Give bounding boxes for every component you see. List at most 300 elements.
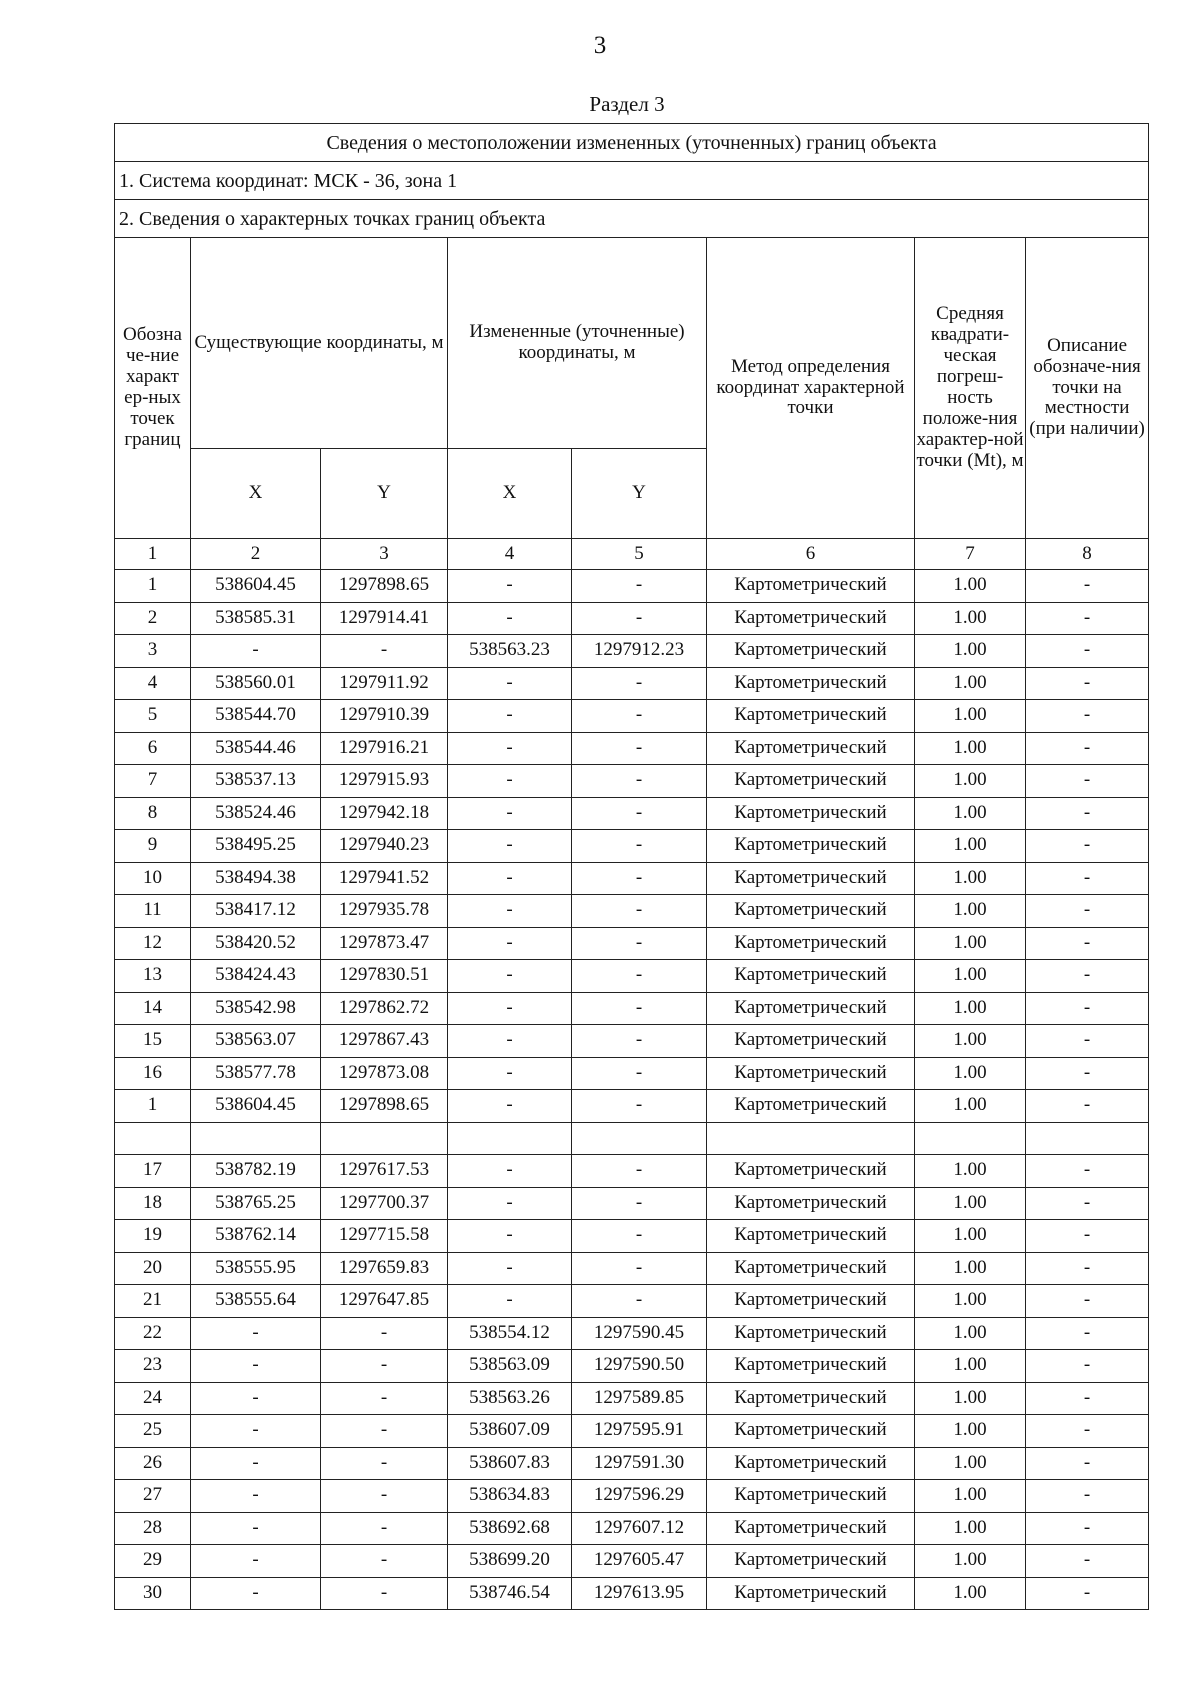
changed-y-cell: - — [572, 602, 707, 635]
header-existing-coordinates: Существующие координаты, м — [191, 238, 448, 449]
point-designation-cell: 7 — [115, 765, 191, 798]
point-designation-cell: 1 — [115, 570, 191, 603]
point-designation-cell: 24 — [115, 1382, 191, 1415]
error-cell: 1.00 — [915, 602, 1026, 635]
changed-y-cell: 1297596.29 — [572, 1480, 707, 1513]
description-cell: - — [1026, 1415, 1149, 1448]
method-cell: Картометрический — [707, 570, 915, 603]
point-designation-cell: 8 — [115, 797, 191, 830]
existing-y-cell: 1297659.83 — [321, 1252, 448, 1285]
table-row — [115, 1415, 1149, 1448]
existing-y-cell: 1297935.78 — [321, 895, 448, 928]
existing-x-cell: 538563.07 — [191, 1025, 321, 1058]
points-heading: 2. Сведения о характерных точках границ объекта — [115, 200, 1149, 238]
method-cell: Картометрический — [707, 667, 915, 700]
method-cell: Картометрический — [707, 1577, 915, 1610]
error-cell: 1.00 — [915, 570, 1026, 603]
existing-x-cell: - — [191, 1447, 321, 1480]
column-number: 3 — [321, 539, 448, 570]
method-cell: Картометрический — [707, 797, 915, 830]
description-cell: - — [1026, 927, 1149, 960]
method-cell: Картометрический — [707, 1317, 915, 1350]
error-cell: 1.00 — [915, 960, 1026, 993]
existing-y-cell: 1297942.18 — [321, 797, 448, 830]
method-cell: Картометрический — [707, 1155, 915, 1188]
existing-y-cell: - — [321, 1317, 448, 1350]
changed-y-cell: - — [572, 895, 707, 928]
table-row — [115, 992, 1149, 1025]
table-row — [115, 927, 1149, 960]
existing-y-cell: 1297915.93 — [321, 765, 448, 798]
method-cell: Картометрический — [707, 1382, 915, 1415]
changed-y-cell: - — [572, 830, 707, 863]
header-existing-x: X — [191, 449, 321, 539]
point-designation-cell: 6 — [115, 732, 191, 765]
table-row — [115, 602, 1149, 635]
existing-y-cell: 1297911.92 — [321, 667, 448, 700]
description-cell: - — [1026, 1025, 1149, 1058]
error-cell: 1.00 — [915, 1382, 1026, 1415]
error-cell: 1.00 — [915, 1220, 1026, 1253]
column-number: 7 — [915, 539, 1026, 570]
changed-x-cell: 538554.12 — [448, 1317, 572, 1350]
column-number: 8 — [1026, 539, 1149, 570]
changed-x-cell: - — [448, 927, 572, 960]
changed-y-cell: - — [572, 732, 707, 765]
changed-x-cell: - — [448, 1057, 572, 1090]
point-designation-cell: 4 — [115, 667, 191, 700]
description-cell: - — [1026, 1577, 1149, 1610]
existing-x-cell: 538544.70 — [191, 700, 321, 733]
method-cell: Картометрический — [707, 1447, 915, 1480]
point-designation-cell: 27 — [115, 1480, 191, 1513]
error-cell — [915, 1122, 1026, 1155]
description-cell: - — [1026, 895, 1149, 928]
existing-y-cell: - — [321, 1415, 448, 1448]
error-cell: 1.00 — [915, 1317, 1026, 1350]
error-cell: 1.00 — [915, 1252, 1026, 1285]
table-row — [115, 1090, 1149, 1123]
method-cell: Картометрический — [707, 1252, 915, 1285]
changed-y-cell: 1297912.23 — [572, 635, 707, 668]
method-cell: Картометрический — [707, 635, 915, 668]
changed-y-cell: - — [572, 960, 707, 993]
existing-y-cell: 1297873.08 — [321, 1057, 448, 1090]
changed-x-cell: - — [448, 1025, 572, 1058]
table-row — [115, 765, 1149, 798]
changed-y-cell: - — [572, 992, 707, 1025]
description-cell: - — [1026, 830, 1149, 863]
description-cell: - — [1026, 1155, 1149, 1188]
changed-y-cell: 1297613.95 — [572, 1577, 707, 1610]
existing-x-cell: - — [191, 1382, 321, 1415]
coordinate-system: 1. Система координат: МСК - 36, зона 1 — [115, 162, 1149, 200]
method-cell: Картометрический — [707, 1220, 915, 1253]
changed-x-cell: 538699.20 — [448, 1545, 572, 1578]
method-cell: Картометрический — [707, 1090, 915, 1123]
error-cell: 1.00 — [915, 700, 1026, 733]
existing-y-cell: 1297873.47 — [321, 927, 448, 960]
error-cell: 1.00 — [915, 1155, 1026, 1188]
method-cell: Картометрический — [707, 1512, 915, 1545]
existing-y-cell: 1297940.23 — [321, 830, 448, 863]
changed-x-cell: - — [448, 1220, 572, 1253]
table-row — [115, 862, 1149, 895]
changed-x-cell: 538563.09 — [448, 1350, 572, 1383]
point-designation-cell: 3 — [115, 635, 191, 668]
point-designation-cell: 21 — [115, 1285, 191, 1318]
table-row — [115, 797, 1149, 830]
existing-x-cell: 538494.38 — [191, 862, 321, 895]
point-designation-cell: 5 — [115, 700, 191, 733]
description-cell: - — [1026, 1545, 1149, 1578]
header-method: Метод определения координат характерной точки — [707, 238, 915, 539]
method-cell — [707, 1122, 915, 1155]
error-cell: 1.00 — [915, 862, 1026, 895]
changed-x-cell: - — [448, 602, 572, 635]
existing-x-cell: 538604.45 — [191, 1090, 321, 1123]
existing-y-cell: - — [321, 635, 448, 668]
existing-x-cell — [191, 1122, 321, 1155]
existing-x-cell: 538585.31 — [191, 602, 321, 635]
description-cell: - — [1026, 1447, 1149, 1480]
changed-y-cell: 1297590.50 — [572, 1350, 707, 1383]
description-cell: - — [1026, 862, 1149, 895]
error-cell: 1.00 — [915, 732, 1026, 765]
changed-x-cell: - — [448, 700, 572, 733]
existing-y-cell: 1297941.52 — [321, 862, 448, 895]
point-designation-cell: 1 — [115, 1090, 191, 1123]
changed-y-cell: - — [572, 1220, 707, 1253]
table-row — [115, 895, 1149, 928]
method-cell: Картометрический — [707, 1285, 915, 1318]
existing-y-cell: - — [321, 1447, 448, 1480]
method-cell: Картометрический — [707, 1415, 915, 1448]
method-cell: Картометрический — [707, 765, 915, 798]
table-title: Сведения о местоположении измененных (уточненных) границ объекта — [115, 124, 1149, 162]
table-row — [115, 960, 1149, 993]
changed-y-cell: 1297591.30 — [572, 1447, 707, 1480]
point-designation-cell: 13 — [115, 960, 191, 993]
error-cell: 1.00 — [915, 1545, 1026, 1578]
error-cell: 1.00 — [915, 1057, 1026, 1090]
table-row — [115, 1252, 1149, 1285]
existing-y-cell: - — [321, 1350, 448, 1383]
existing-x-cell: 538577.78 — [191, 1057, 321, 1090]
table-row — [115, 1545, 1149, 1578]
changed-x-cell: - — [448, 1090, 572, 1123]
changed-x-cell: - — [448, 992, 572, 1025]
description-cell: - — [1026, 667, 1149, 700]
point-designation-cell: 28 — [115, 1512, 191, 1545]
changed-x-cell: - — [448, 960, 572, 993]
description-cell: - — [1026, 732, 1149, 765]
existing-y-cell: 1297617.53 — [321, 1155, 448, 1188]
existing-x-cell: 538560.01 — [191, 667, 321, 700]
existing-y-cell: 1297700.37 — [321, 1187, 448, 1220]
method-cell: Картометрический — [707, 830, 915, 863]
method-cell: Картометрический — [707, 700, 915, 733]
changed-y-cell: - — [572, 570, 707, 603]
point-designation-cell: 22 — [115, 1317, 191, 1350]
method-cell: Картометрический — [707, 1350, 915, 1383]
point-designation-cell: 26 — [115, 1447, 191, 1480]
existing-x-cell: - — [191, 1480, 321, 1513]
point-designation-cell: 10 — [115, 862, 191, 895]
error-cell: 1.00 — [915, 1187, 1026, 1220]
existing-x-cell: 538765.25 — [191, 1187, 321, 1220]
description-cell: - — [1026, 1057, 1149, 1090]
existing-x-cell: 538424.43 — [191, 960, 321, 993]
existing-x-cell: 538544.46 — [191, 732, 321, 765]
changed-x-cell: 538563.26 — [448, 1382, 572, 1415]
point-designation-cell: 12 — [115, 927, 191, 960]
description-cell: - — [1026, 1285, 1149, 1318]
changed-y-cell: - — [572, 1187, 707, 1220]
point-designation-cell: 29 — [115, 1545, 191, 1578]
existing-x-cell: 538417.12 — [191, 895, 321, 928]
existing-x-cell: 538542.98 — [191, 992, 321, 1025]
existing-y-cell: 1297715.58 — [321, 1220, 448, 1253]
table-row — [115, 1447, 1149, 1480]
changed-y-cell: - — [572, 1285, 707, 1318]
column-number: 2 — [191, 539, 321, 570]
table-row — [115, 667, 1149, 700]
column-number-row — [115, 539, 1149, 570]
changed-x-cell: - — [448, 862, 572, 895]
error-cell: 1.00 — [915, 1025, 1026, 1058]
column-number: 4 — [448, 539, 572, 570]
existing-y-cell: - — [321, 1382, 448, 1415]
header-changed-coordinates: Измененные (уточненные) координаты, м — [448, 238, 707, 449]
existing-y-cell: 1297647.85 — [321, 1285, 448, 1318]
existing-x-cell: 538524.46 — [191, 797, 321, 830]
method-cell: Картометрический — [707, 1025, 915, 1058]
table-row — [115, 1480, 1149, 1513]
error-cell: 1.00 — [915, 927, 1026, 960]
error-cell: 1.00 — [915, 797, 1026, 830]
existing-x-cell: - — [191, 1577, 321, 1610]
existing-x-cell: 538762.14 — [191, 1220, 321, 1253]
error-cell: 1.00 — [915, 765, 1026, 798]
changed-y-cell: 1297595.91 — [572, 1415, 707, 1448]
existing-y-cell: - — [321, 1512, 448, 1545]
point-designation-cell: 17 — [115, 1155, 191, 1188]
existing-x-cell: - — [191, 1545, 321, 1578]
table-row — [115, 1577, 1149, 1610]
method-cell: Картометрический — [707, 927, 915, 960]
changed-x-cell: 538692.68 — [448, 1512, 572, 1545]
section-title: Раздел 3 — [589, 92, 665, 116]
table-row — [115, 1025, 1149, 1058]
method-cell: Картометрический — [707, 1057, 915, 1090]
changed-x-cell: - — [448, 830, 572, 863]
table-row — [115, 732, 1149, 765]
header-changed-y: Y — [572, 449, 707, 539]
description-cell: - — [1026, 1252, 1149, 1285]
table-row — [115, 830, 1149, 863]
method-cell: Картометрический — [707, 1545, 915, 1578]
description-cell: - — [1026, 1317, 1149, 1350]
point-designation-cell: 16 — [115, 1057, 191, 1090]
existing-y-cell: - — [321, 1577, 448, 1610]
existing-y-cell: - — [321, 1545, 448, 1578]
description-cell: - — [1026, 1220, 1149, 1253]
method-cell: Картометрический — [707, 895, 915, 928]
method-cell: Картометрический — [707, 1187, 915, 1220]
column-number: 1 — [115, 539, 191, 570]
table-row — [115, 1350, 1149, 1383]
changed-y-cell: - — [572, 1090, 707, 1123]
changed-y-cell: 1297589.85 — [572, 1382, 707, 1415]
changed-x-cell: - — [448, 1252, 572, 1285]
existing-y-cell — [321, 1122, 448, 1155]
table-row — [115, 700, 1149, 733]
column-number: 5 — [572, 539, 707, 570]
description-cell: - — [1026, 602, 1149, 635]
changed-y-cell: 1297590.45 — [572, 1317, 707, 1350]
description-cell: - — [1026, 1382, 1149, 1415]
existing-y-cell: 1297862.72 — [321, 992, 448, 1025]
point-designation-cell: 19 — [115, 1220, 191, 1253]
changed-y-cell: - — [572, 862, 707, 895]
point-designation-cell: 11 — [115, 895, 191, 928]
error-cell: 1.00 — [915, 992, 1026, 1025]
point-designation-cell: 20 — [115, 1252, 191, 1285]
point-designation-cell: 25 — [115, 1415, 191, 1448]
description-cell — [1026, 1122, 1149, 1155]
existing-x-cell: 538495.25 — [191, 830, 321, 863]
method-cell: Картометрический — [707, 1480, 915, 1513]
changed-y-cell: - — [572, 797, 707, 830]
changed-x-cell: - — [448, 1155, 572, 1188]
existing-x-cell: 538782.19 — [191, 1155, 321, 1188]
boundary-points-table — [114, 123, 1149, 1610]
method-cell: Картометрический — [707, 992, 915, 1025]
changed-y-cell: - — [572, 1252, 707, 1285]
description-cell: - — [1026, 1350, 1149, 1383]
table-row — [115, 1382, 1149, 1415]
column-number: 6 — [707, 539, 915, 570]
table-row — [115, 1057, 1149, 1090]
header-designation: Обозна че-ние характ ер-ных точек границ — [115, 238, 191, 539]
changed-y-cell: - — [572, 765, 707, 798]
existing-y-cell: 1297914.41 — [321, 602, 448, 635]
changed-x-cell: - — [448, 1187, 572, 1220]
existing-y-cell: 1297898.65 — [321, 1090, 448, 1123]
header-changed-x: X — [448, 449, 572, 539]
existing-y-cell: 1297830.51 — [321, 960, 448, 993]
description-cell: - — [1026, 992, 1149, 1025]
description-cell: - — [1026, 797, 1149, 830]
changed-x-cell: 538563.23 — [448, 635, 572, 668]
description-cell: - — [1026, 1090, 1149, 1123]
error-cell: 1.00 — [915, 635, 1026, 668]
method-cell: Картометрический — [707, 732, 915, 765]
changed-x-cell: - — [448, 570, 572, 603]
error-cell: 1.00 — [915, 667, 1026, 700]
existing-x-cell: - — [191, 635, 321, 668]
changed-x-cell: - — [448, 732, 572, 765]
existing-x-cell: - — [191, 1350, 321, 1383]
changed-x-cell — [448, 1122, 572, 1155]
header-error: Средняя квадрати-ческая погреш-ность положе-ния характер-ной точки (Mt), м — [915, 238, 1026, 539]
method-cell: Картометрический — [707, 960, 915, 993]
existing-y-cell: 1297910.39 — [321, 700, 448, 733]
error-cell: 1.00 — [915, 830, 1026, 863]
point-designation-cell — [115, 1122, 191, 1155]
table-row — [115, 1317, 1149, 1350]
changed-x-cell: 538607.09 — [448, 1415, 572, 1448]
changed-x-cell: 538634.83 — [448, 1480, 572, 1513]
point-designation-cell: 2 — [115, 602, 191, 635]
existing-y-cell: 1297867.43 — [321, 1025, 448, 1058]
description-cell: - — [1026, 1187, 1149, 1220]
description-cell: - — [1026, 700, 1149, 733]
table-row — [115, 1155, 1149, 1188]
description-cell: - — [1026, 1480, 1149, 1513]
method-cell: Картометрический — [707, 862, 915, 895]
error-cell: 1.00 — [915, 1577, 1026, 1610]
changed-x-cell: - — [448, 895, 572, 928]
existing-y-cell: - — [321, 1480, 448, 1513]
changed-x-cell: 538607.83 — [448, 1447, 572, 1480]
table-row — [115, 1122, 1149, 1155]
changed-y-cell: - — [572, 927, 707, 960]
table-row — [115, 1220, 1149, 1253]
existing-x-cell: - — [191, 1317, 321, 1350]
table-row — [115, 1187, 1149, 1220]
changed-y-cell: - — [572, 1025, 707, 1058]
existing-x-cell: - — [191, 1415, 321, 1448]
changed-y-cell: - — [572, 700, 707, 733]
point-designation-cell: 14 — [115, 992, 191, 1025]
table-row — [115, 1285, 1149, 1318]
point-designation-cell: 18 — [115, 1187, 191, 1220]
point-designation-cell: 9 — [115, 830, 191, 863]
error-cell: 1.00 — [915, 1447, 1026, 1480]
error-cell: 1.00 — [915, 1350, 1026, 1383]
description-cell: - — [1026, 1512, 1149, 1545]
description-cell: - — [1026, 570, 1149, 603]
table-row — [115, 1512, 1149, 1545]
point-designation-cell: 15 — [115, 1025, 191, 1058]
error-cell: 1.00 — [915, 1512, 1026, 1545]
description-cell: - — [1026, 960, 1149, 993]
existing-x-cell: 538604.45 — [191, 570, 321, 603]
changed-x-cell: - — [448, 1285, 572, 1318]
changed-y-cell: - — [572, 1057, 707, 1090]
existing-x-cell: 538420.52 — [191, 927, 321, 960]
page-number: 3 — [593, 32, 607, 59]
changed-y-cell: 1297607.12 — [572, 1512, 707, 1545]
header-description: Описание обозначе-ния точки на местности (при наличии) — [1026, 238, 1149, 539]
description-cell: - — [1026, 765, 1149, 798]
existing-x-cell: 538537.13 — [191, 765, 321, 798]
error-cell: 1.00 — [915, 1415, 1026, 1448]
table-row — [115, 570, 1149, 603]
error-cell: 1.00 — [915, 895, 1026, 928]
changed-y-cell: 1297605.47 — [572, 1545, 707, 1578]
header-existing-y: Y — [321, 449, 448, 539]
error-cell: 1.00 — [915, 1285, 1026, 1318]
changed-y-cell: - — [572, 667, 707, 700]
point-designation-cell: 23 — [115, 1350, 191, 1383]
existing-x-cell: 538555.64 — [191, 1285, 321, 1318]
changed-y-cell: - — [572, 1155, 707, 1188]
existing-x-cell: - — [191, 1512, 321, 1545]
error-cell: 1.00 — [915, 1090, 1026, 1123]
